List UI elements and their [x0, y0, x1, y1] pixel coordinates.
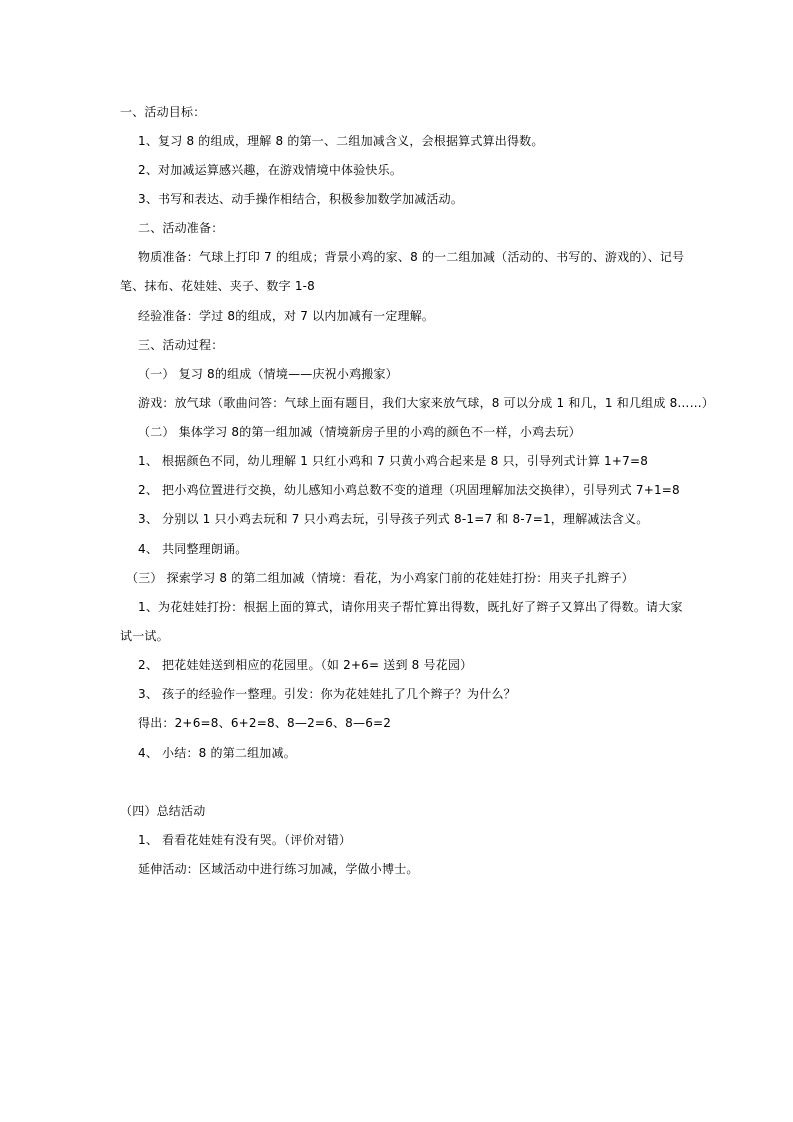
material-prep-line-1: 物质准备：气球上打印 7 的组成；背景小鸡的家、8 的一二组加减（活动的、书写的、游戏的）、记号: [138, 250, 685, 264]
section-2-item-1: 1、 根据颜色不同，幼儿理解 1 只红小鸡和 7 只黄小鸡合起来是 8 只，引导列式计算 1+7=8: [138, 454, 649, 468]
section-1-title: （一） 复习 8的组成（情境——庆祝小鸡搬家）: [138, 367, 398, 381]
section-2-item-3: 3、 分别以 1 只小鸡去玩和 7 只小鸡去玩，引导孩子列式 8-1=7 和 8-7=1，理解减法含义。: [138, 512, 649, 526]
section-4-title: （四）总结活动: [120, 804, 206, 818]
section-4-item-1: 1、 看看花娃娃有没有哭。（评价对错）: [138, 833, 352, 847]
section-2-item-4: 4、 共同整理朗诵。: [138, 542, 248, 556]
section-3-item-1-line-2: 试一试。: [120, 629, 169, 643]
section-3-result: 得出：2+6=8、6+2=8、8—2=6、8—6=2: [138, 716, 392, 730]
section-3-item-2: 2、 把花娃娃送到相应的花园里。（如 2+6= 送到 8 号花园）: [138, 658, 473, 672]
section-2-item-2: 2、 把小鸡位置进行交换，幼儿感知小鸡总数不变的道理（巩固理解加法交换律），引导列式 7+1=8: [138, 483, 680, 497]
heading-process: 三、活动过程：: [138, 338, 224, 352]
section-3-item-3: 3、 孩子的经验作一整理。引发：你为花娃娃扎了几个辫子？为什么？: [138, 687, 516, 701]
goal-item-3: 3、书写和表达、动手操作相结合，积极参加数学加减活动。: [138, 192, 464, 206]
experience-prep: 经验准备：学过 8的组成，对 7 以内加减有一定理解。: [138, 309, 435, 323]
goal-item-2: 2、对加减运算感兴趣，在游戏情境中体验快乐。: [138, 163, 403, 177]
section-2-title: （二） 集体学习 8的第一组加减（情境新房子里的小鸡的颜色不一样，小鸡去玩）: [138, 425, 581, 439]
section-3-item-1-line-1: 1、为花娃娃打扮：根据上面的算式，请你用夹子帮忙算出得数，既扎好了辫子又算出了得数。请大家: [138, 600, 683, 614]
goal-item-1: 1、复习 8 的组成，理解 8 的第一、二组加减含义，会根据算式算出得数。: [138, 134, 544, 148]
section-3-title: （三） 探索学习 8 的第二组加减（情境：看花，为小鸡家门前的花娃娃打扮：用夹子扎辫子）: [126, 571, 634, 585]
material-prep-line-2: 笔、抹布、花娃娃、夹子、数字 1-8: [120, 279, 316, 293]
section-3-item-4: 4、 小结：8 的第二组加减。: [138, 746, 296, 760]
section-1-game: 游戏：放气球（歌曲问答：气球上面有题目，我们大家来放气球，8 可以分成 1 和几，1 和几组成 8……）: [138, 396, 715, 410]
extension-activity: 延伸活动：区域活动中进行练习加减，学做小博士。: [138, 862, 419, 876]
heading-goals: 一、活动目标：: [120, 105, 206, 119]
heading-preparation: 二、活动准备：: [138, 221, 224, 235]
